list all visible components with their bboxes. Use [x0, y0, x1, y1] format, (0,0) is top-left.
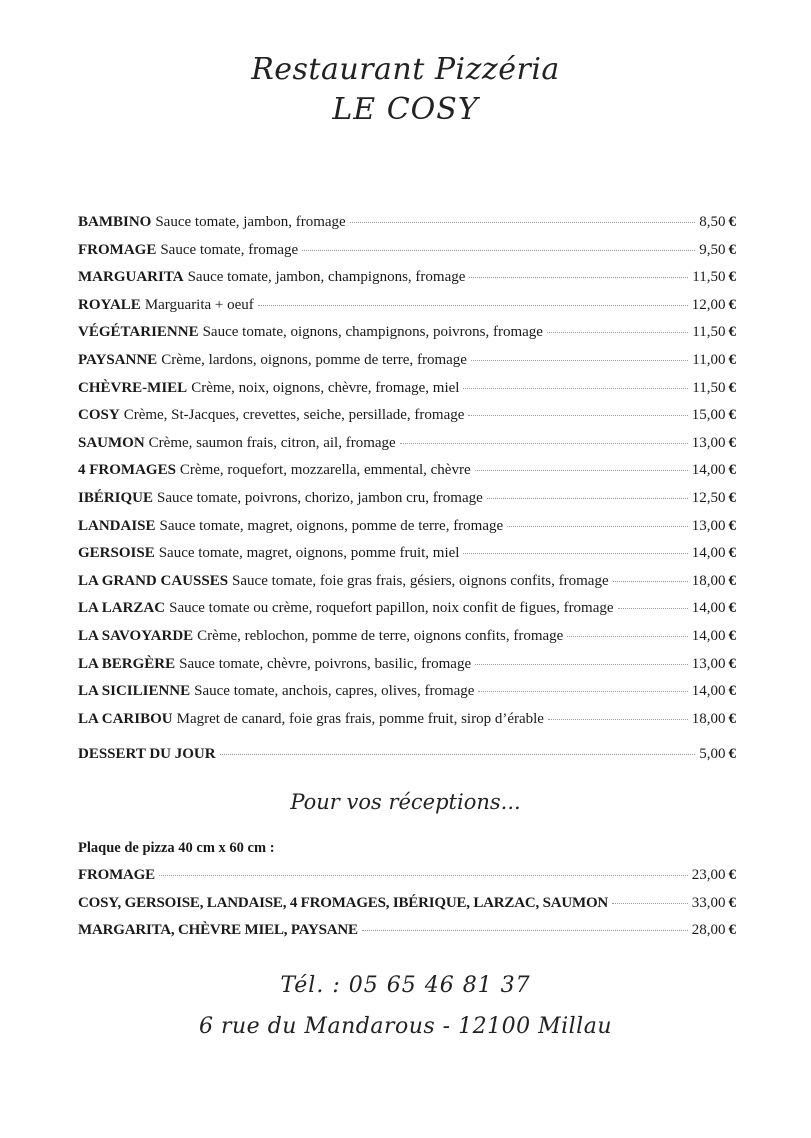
menu-item: [78, 656, 736, 684]
item-price: 14,00: [691, 462, 726, 479]
item-description: Sauce tomate, jambon, fromage: [155, 214, 346, 230]
item-description: Crème, noix, oignons, chèvre, fromage, miel: [191, 379, 460, 396]
euro-symbol: €: [728, 351, 736, 368]
item-price: 13,00: [691, 655, 726, 672]
item-name: BAMBINO: [78, 214, 152, 230]
euro-symbol: €: [728, 296, 736, 313]
item-description: Sauce tomate, fromage: [160, 241, 299, 258]
item-price: 14,00: [691, 683, 726, 700]
item-description: Crème, roquefort, mozzarella, emmental, chèvre: [179, 462, 471, 479]
euro-symbol: €: [728, 517, 736, 534]
item-name: LA LARZAC: [78, 600, 166, 617]
receptions-section: [78, 840, 736, 950]
item-name: LA SICILIENNE: [78, 683, 191, 700]
euro-symbol: €: [728, 922, 736, 939]
item-description: Sauce tomate, anchois, capres, olives, fromage: [194, 683, 475, 700]
euro-symbol: €: [728, 600, 736, 617]
phone-number: Tél. : 05 65 46 81 37: [280, 973, 531, 998]
euro-symbol: €: [728, 407, 736, 424]
item-price: 11,50: [692, 269, 726, 286]
item-name: ROYALE: [78, 296, 141, 313]
euro-symbol: €: [728, 462, 736, 479]
euro-symbol: €: [728, 710, 736, 727]
euro-symbol: €: [728, 324, 736, 341]
dot-leader: [362, 930, 688, 931]
item-name: FROMAGE: [78, 867, 155, 883]
item-price: 14,00: [691, 545, 726, 562]
menu-item: [78, 407, 736, 435]
item-name: MARGUARITA: [78, 269, 184, 286]
menu-item: [78, 867, 736, 895]
euro-symbol: €: [728, 746, 736, 763]
menu-item: [78, 746, 736, 774]
dot-leader: [463, 388, 688, 389]
item-name: MARGARITA, CHÈVRE MIEL, PAYSANE: [78, 922, 358, 939]
item-price: 13,00: [691, 434, 726, 451]
item-description: Crème, reblochon, pomme de terre, oignons confits, fromage: [197, 627, 564, 644]
item-description: Sauce tomate ou crème, roquefort papillon, noix confit de figues, fromage: [169, 600, 614, 617]
item-name: LA CARIBOU: [78, 710, 173, 727]
dot-leader: [612, 903, 688, 904]
item-price: 28,00: [691, 922, 726, 939]
dot-leader: [159, 875, 688, 876]
euro-symbol: €: [728, 683, 736, 700]
item-name: VÉGÉTARIENNE: [78, 324, 199, 341]
item-price: 15,00: [691, 407, 726, 424]
item-name: LA BERGÈRE: [78, 655, 176, 672]
item-price: 12,50: [691, 489, 726, 506]
receptions-heading: Plaque de pizza 40 cm x 60 cm :: [78, 840, 275, 856]
item-description: Crème, lardons, oignons, pomme de terre, fromage: [161, 351, 467, 368]
item-price: 9,50: [699, 241, 726, 258]
menu-item: [78, 573, 736, 601]
menu-item: [78, 435, 736, 463]
menu-item: [78, 297, 736, 325]
item-price: 14,00: [691, 600, 726, 617]
receptions-title: Pour vos réceptions...: [290, 790, 521, 814]
item-name: IBÉRIQUE: [78, 489, 154, 506]
item-price: 14,00: [691, 627, 726, 644]
item-price: 11,50: [692, 379, 726, 396]
menu-item: [78, 600, 736, 628]
dot-leader: [618, 608, 688, 609]
euro-symbol: €: [728, 627, 736, 644]
menu-item: [78, 545, 736, 573]
euro-symbol: €: [728, 434, 736, 451]
dot-leader: [220, 754, 696, 755]
item-name: LA SAVOYARDE: [78, 627, 194, 644]
euro-symbol: €: [728, 894, 736, 911]
dot-leader: [548, 719, 688, 720]
item-price: 23,00: [691, 867, 726, 883]
menu-item: [78, 380, 736, 408]
dot-leader: [507, 526, 688, 527]
item-description: Sauce tomate, chèvre, poivrons, basilic, fromage: [179, 655, 472, 672]
item-price: 18,00: [691, 710, 726, 727]
dot-leader: [400, 443, 688, 444]
item-price: 13,00: [691, 517, 726, 534]
item-name: LANDAISE: [78, 517, 156, 534]
item-description: Sauce tomate, magret, oignons, pomme de terre, fromage: [159, 517, 504, 534]
dot-leader: [487, 498, 688, 499]
menu-item: [78, 214, 736, 242]
item-description: Sauce tomate, magret, oignons, pomme fruit, miel: [158, 545, 460, 562]
menu-item: [78, 628, 736, 656]
item-description: Crème, St-Jacques, crevettes, seiche, persillade, fromage: [123, 407, 465, 424]
item-description: Marguarita + oeuf: [144, 296, 254, 313]
item-price: 12,00: [691, 296, 726, 313]
item-price: 8,50: [699, 214, 726, 230]
dot-leader: [478, 691, 687, 692]
dot-leader: [469, 277, 688, 278]
dot-leader: [258, 305, 688, 306]
menu-item: [78, 518, 736, 546]
item-description: Sauce tomate, foie gras frais, gésiers, oignons confits, fromage: [232, 572, 609, 589]
euro-symbol: €: [728, 572, 736, 589]
item-name: SAUMON: [78, 434, 145, 451]
menu-item: [78, 462, 736, 490]
dot-leader: [613, 581, 688, 582]
item-description: Sauce tomate, jambon, champignons, fromage: [187, 269, 466, 286]
address: 6 rue du Mandarous - 12100 Millau: [199, 1014, 612, 1039]
menu-item: [78, 711, 736, 739]
dot-leader: [547, 332, 688, 333]
item-description: Sauce tomate, oignons, champignons, poivrons, fromage: [202, 324, 543, 341]
euro-symbol: €: [728, 241, 736, 258]
dot-leader: [475, 664, 688, 665]
item-description: Sauce tomate, poivrons, chorizo, jambon cru, fromage: [157, 489, 483, 506]
menu-item: [78, 269, 736, 297]
item-price: 11,00: [692, 351, 726, 368]
euro-symbol: €: [728, 269, 736, 286]
menu-item: [78, 895, 736, 923]
item-price: 5,00: [699, 746, 726, 763]
menu-item: [78, 242, 736, 270]
restaurant-title: Restaurant Pizzéria: [251, 52, 560, 87]
item-description: Magret de canard, foie gras frais, pomme fruit, sirop d’érable: [176, 710, 544, 727]
euro-symbol: €: [728, 214, 736, 230]
item-name: 4 FROMAGES: [78, 462, 176, 479]
dot-leader: [302, 250, 695, 251]
item-name: GERSOISE: [78, 545, 155, 562]
item-price: 33,00: [691, 894, 726, 911]
item-name: CHÈVRE-MIEL: [78, 379, 188, 396]
dot-leader: [463, 553, 687, 554]
dot-leader: [468, 415, 687, 416]
dot-leader: [350, 222, 696, 223]
dot-leader: [471, 360, 688, 361]
menu-item: [78, 683, 736, 711]
euro-symbol: €: [728, 489, 736, 506]
dot-leader: [475, 470, 688, 471]
restaurant-name: LE COSY: [332, 92, 479, 127]
item-name: FROMAGE: [78, 241, 157, 258]
euro-symbol: €: [728, 545, 736, 562]
dot-leader: [567, 636, 687, 637]
euro-symbol: €: [728, 655, 736, 672]
menu-item: [78, 490, 736, 518]
menu-item: [78, 352, 736, 380]
item-name: LA GRAND CAUSSES: [78, 572, 229, 589]
item-name: COSY, GERSOISE, LANDAISE, 4 FROMAGES, IBÉRIQUE, LARZAC, SAUMON: [78, 894, 609, 911]
menu-item: [78, 922, 736, 950]
menu-item: [78, 324, 736, 352]
pizza-menu-list: [78, 214, 736, 774]
euro-symbol: €: [728, 379, 736, 396]
item-price: 11,50: [692, 324, 726, 341]
item-name: PAYSANNE: [78, 351, 158, 368]
item-description: Crème, saumon frais, citron, ail, fromage: [148, 434, 396, 451]
item-name: DESSERT DU JOUR: [78, 746, 216, 763]
receptions-list: [78, 867, 736, 950]
item-price: 18,00: [691, 572, 726, 589]
euro-symbol: €: [728, 867, 736, 883]
item-name: COSY: [78, 407, 120, 424]
